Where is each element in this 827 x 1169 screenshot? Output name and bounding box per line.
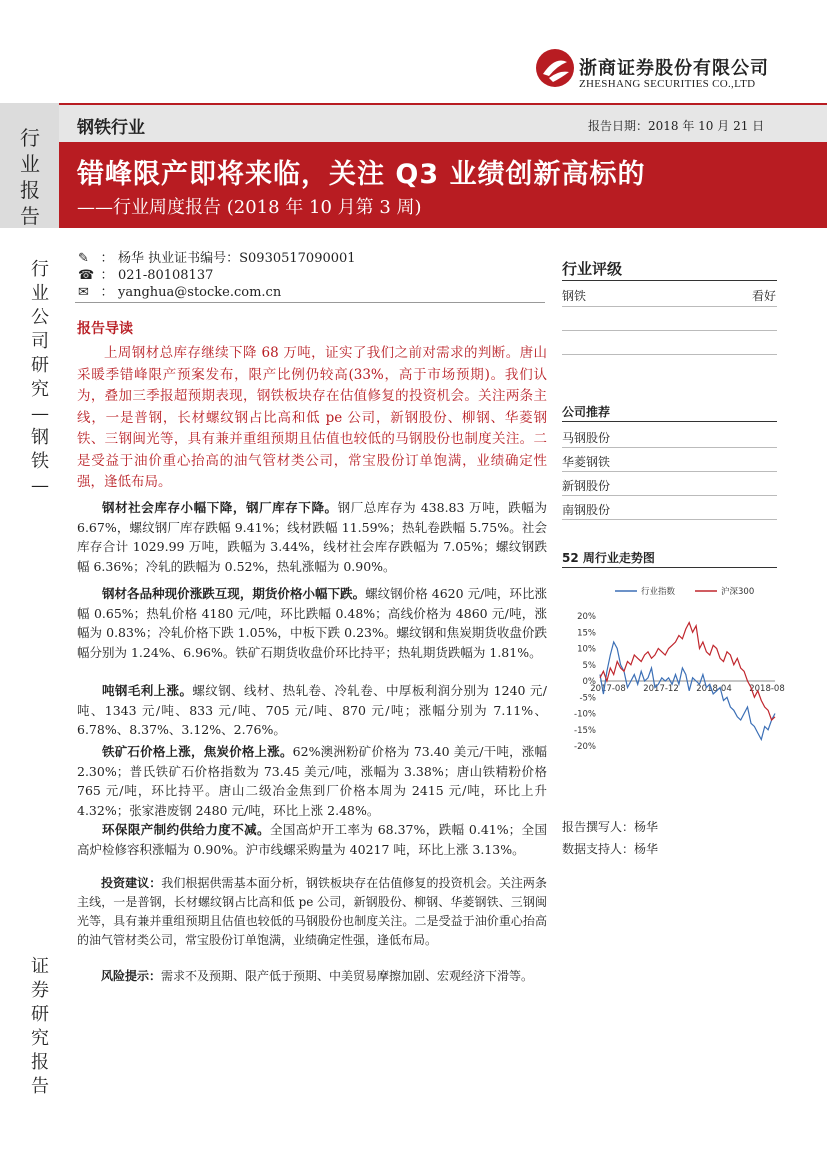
side-tab (0, 103, 59, 228)
support-row (562, 840, 658, 857)
paragraph-body: 我们根据供需基本面分析，钢铁板块存在估值修复的投资机会。关注两条主线，一是普钢，长材螺纹钢占比高和低 pe 公司，新钢股份、柳钢、华菱钢铁、三钢闽光等，具有兼并重组预期且估值也较低的马钢股份也制度关注。二是受益于油价重心抬高的油气管材类公司，常宝股份订单饱满，业绩确定性强，逢低布局。 (77, 876, 547, 947)
analyst-email[interactable]: yanghua@stocke.com.cn (118, 285, 282, 300)
series-line (600, 623, 775, 721)
recommend-item: 马钢股份 (562, 431, 611, 445)
paragraph-body: 钢厂总库存为 438.83 万吨，跌幅为 6.67%，螺纹钢厂库存跌幅 9.41%；线材跌幅 11.59%；热轧卷跌幅 5.75%。社会库存合计 1029.99 万吨，跌幅为 3.44%，线材社会库存跌幅为 7.05%；螺纹钢跌幅 6.36%；冷轧的跌幅为 0.52%，热轧涨幅为 0.90%。 (77, 500, 547, 574)
company-logo-icon (535, 48, 575, 88)
y-tick-label: 15% (577, 628, 596, 639)
legend-label: 行业指数 (641, 587, 676, 597)
company-name-en: ZHESHANG SECURITIES CO.,LTD (579, 78, 756, 90)
recommend-row-line (562, 471, 777, 472)
vertical-char: 证 (31, 956, 49, 977)
vertical-char: 研 (31, 1004, 49, 1025)
company-logo (535, 48, 775, 98)
analyst-email-row (78, 284, 356, 301)
analyst-divider (75, 302, 545, 303)
colon: ： (100, 251, 114, 266)
vertical-char: 铁 (31, 451, 49, 472)
paragraph-body: 螺纹钢、线材、热轧卷、冷轧卷、中厚板利润分别为 1240 元/吨、1343 元/吨、833 元/吨、705 元/吨、870 元/吨；涨幅分别为 7.11%、6.78%、8.37%、3.12%、2.76%。 (77, 683, 547, 737)
report-subtitle: ——行业周度报告 (2018 年 10 月第 3 周) (77, 197, 422, 218)
rating-industry: 钢铁 (562, 289, 587, 303)
paragraph-risk (77, 967, 547, 986)
vertical-char: — (31, 403, 49, 424)
recommend-row-line (562, 495, 777, 496)
paragraph-prices (77, 584, 547, 662)
side-tab-char: 业 (20, 152, 40, 176)
paragraph-body: 全国高炉开工率为 68.37%，跌幅 0.41%；全国高炉检修容积涨幅为 0.90%。沪市线螺采购量为 40217 吨，环比上涨 3.13%。 (77, 822, 547, 857)
guide-heading: 报告导读 (77, 321, 133, 337)
rating-divider (562, 280, 777, 281)
trend-heading: 52 周行业走势图 (562, 551, 655, 565)
guide-text: 上周钢材总库存继续下降 68 万吨，证实了我们之前对需求的判断。唐山采暖季错峰限产预案发布，限产比例仍较高(33%，高于市场预期)。我们认为，叠加三季报超预期表现，钢铁板块存在估值修复的投资机会。关注两条主线，一是普钢，长材螺纹钢占比高和低 pe 公司，新钢股份、柳钢、华菱钢铁、三钢闽光等，具有兼并重组预期且估值也较低的马钢股份也制度关注。二是受益于油价重心抬高的油气管材类公司，常宝股份订单饱满，业绩确定性强，逢低布局。 (77, 345, 547, 490)
analyst-info (78, 250, 356, 301)
paragraph-lead: 钢材各品种现价涨跌互现，期货价格小幅下跌。 (102, 586, 366, 601)
y-tick-label: -10% (574, 709, 596, 720)
support-name: 杨华 (634, 842, 659, 856)
x-tick-label: 2017-12 (643, 684, 679, 694)
report-date: 报告日期：2018 年 10 月 21 日 (588, 119, 765, 133)
analyst-name-row (78, 250, 356, 267)
recommend-row-line (562, 447, 777, 448)
phone-icon: ☎ (78, 268, 95, 283)
analyst-name: 杨华 执业证书编号：S0930517090001 (118, 251, 356, 266)
support-label: 数据支持人： (562, 842, 635, 856)
paragraph-body: 螺纹钢价格 4620 元/吨，环比涨幅 0.65%；热轧价格 4180 元/吨，环比跌幅 0.48%；高线价格为 4860 元/吨，涨幅为 0.83%；冷轧价格下跌 1.05%，中板下跌 0.23%。螺纹钢和焦炭期货收盘价跌幅分别为 1.24%、6.96%。铁矿石期货收盘价环比持平；热轧期货跌幅为 1.81%。 (77, 586, 547, 660)
mail-icon: ✉ (78, 285, 89, 300)
side-tab-char: 行 (20, 126, 40, 150)
recommend-item: 华菱钢铁 (562, 455, 611, 469)
side-tab-char: 告 (20, 204, 40, 228)
colon: ： (100, 268, 114, 283)
rating-value: 看好 (752, 289, 777, 303)
legend-label: 沪深300 (721, 587, 755, 597)
analyst-phone: 021-80108137 (118, 268, 214, 283)
trend-chart (560, 572, 790, 762)
rating-row-line (562, 306, 777, 307)
paragraph-investment (77, 874, 547, 950)
paragraph-lead: 钢材社会库存小幅下降，钢厂库存下降。 (102, 500, 338, 515)
recommend-item: 南钢股份 (562, 503, 611, 517)
paragraph-lead: 风险提示： (101, 969, 162, 983)
vertical-char: 司 (31, 331, 49, 352)
paragraph-lead: 铁矿石价格上涨，焦炭价格上涨。 (102, 744, 293, 759)
vertical-char: — (31, 475, 49, 496)
vertical-char: 行 (31, 259, 49, 280)
x-tick-label: 2018-04 (696, 684, 732, 694)
vertical-char: 券 (31, 980, 49, 1001)
analyst-phone-row (78, 267, 356, 284)
recommend-row-line (562, 519, 777, 520)
paragraph-environment (77, 820, 547, 859)
side-tab-text (18, 125, 42, 229)
vertical-char: 究 (31, 1028, 49, 1049)
vertical-char: 研 (31, 355, 49, 376)
paragraph-margin (77, 681, 547, 740)
y-tick-label: 5% (582, 660, 596, 671)
vertical-char: 报 (31, 1052, 49, 1073)
x-tick-label: 2017-08 (590, 684, 626, 694)
x-tick-label: 2018-08 (749, 684, 785, 694)
paragraph-body: 62%澳洲粉矿价格为 73.40 美元/干吨，涨幅 2.30%；普氏铁矿石价格指数为 73.45 美元/吨，涨幅为 3.38%；唐山铁精粉价格 765 元/吨，环比持平。唐山二级冶金焦到厂价格本周为 2415 元/吨，环比上升 4.32%；张家港废钢 2480 元/吨，环比上涨 2.48%。 (77, 744, 547, 818)
vertical-char: 公 (31, 307, 49, 328)
y-tick-label: 10% (577, 644, 596, 655)
vertical-char: 钢 (31, 427, 49, 448)
rating-row-line (562, 354, 777, 355)
side-tab-char: 报 (20, 178, 40, 202)
paragraph-inventory (77, 498, 547, 576)
paragraph-body: 需求不及预期、限产低于预期、中美贸易摩擦加剧、宏观经济下滑等。 (161, 969, 534, 983)
recommend-divider (562, 421, 777, 422)
writer-name: 杨华 (634, 820, 659, 834)
company-name-cn: 浙商证券股份有限公司 (579, 58, 769, 79)
recommend-item: 新钢股份 (562, 479, 611, 493)
colon: ： (100, 285, 114, 300)
paragraph-lead: 投资建议： (101, 876, 162, 890)
y-tick-label: 0% (582, 677, 596, 687)
y-tick-label: -15% (574, 725, 596, 736)
pen-icon: ✎ (78, 251, 89, 266)
y-tick-label: -5% (579, 693, 596, 704)
recommend-heading: 公司推荐 (562, 405, 611, 419)
vertical-char: 究 (31, 379, 49, 400)
vertical-char: 告 (31, 1076, 49, 1097)
writer-label: 报告撰写人： (562, 820, 635, 834)
rating-heading: 行业评级 (562, 260, 623, 278)
vertical-label-type (26, 955, 54, 1099)
y-tick-label: -20% (574, 742, 596, 752)
report-title: 错峰限产即将来临，关注 Q3 业绩创新高标的 (77, 159, 646, 190)
trend-divider (562, 567, 777, 568)
paragraph-raw-materials (77, 742, 547, 820)
rating-row-line (562, 330, 777, 331)
vertical-label-category (26, 258, 54, 498)
writer-row (562, 818, 658, 835)
paragraph-lead: 环保限产制约供给力度不减。 (102, 822, 270, 837)
industry-tag: 钢铁行业 (77, 118, 145, 138)
vertical-char: 业 (31, 283, 49, 304)
paragraph-lead: 吨钢毛利上涨。 (102, 683, 193, 698)
y-tick-label: 20% (577, 612, 596, 622)
